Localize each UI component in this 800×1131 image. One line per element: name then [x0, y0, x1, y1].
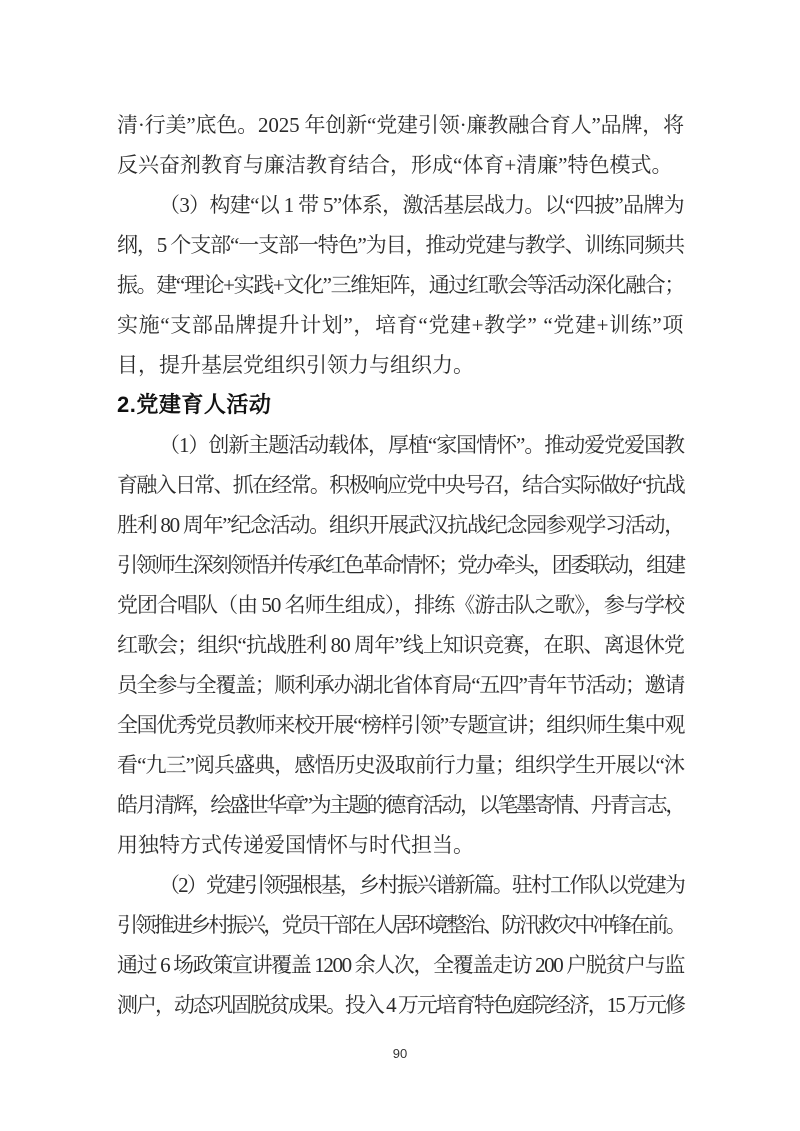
text-line: 红歌会；组织“抗战胜利 80 周年”线上知识竞赛，在职、离退休党 — [117, 633, 684, 657]
section-heading: 2.党建育人活动 — [117, 392, 272, 417]
text-line: 通过 6 场政策宣讲覆盖 1200 余人次，全覆盖走访 200 户脱贫户与监 — [117, 953, 684, 977]
text-line: 测户，动态巩固脱贫成果。投入 4 万元培育特色庭院经济，15 万元修 — [117, 993, 684, 1017]
text-line: 振。建“理论+实践+文化”三维矩阵，通过红歌会等活动深化融合； — [117, 273, 684, 297]
text-line: （2）党建引领强根基，乡村振兴谱新篇。驻村工作队以党建为 — [159, 873, 684, 897]
paragraph-item-3 — [117, 185, 684, 385]
text-line: 党团合唱队（由 50 名师生组成），排练《游击队之歌》，参与学校 — [117, 593, 684, 617]
text-line: 用独特方式传递爱国情怀与时代担当。 — [117, 833, 474, 857]
text-line: 目，提升基层党组织引领力与组织力。 — [117, 353, 474, 377]
text-line: 引领推进乡村振兴，党员干部在人居环境整治、防汛救灾中冲锋在前。 — [117, 913, 684, 937]
text-line: 员全参与全覆盖；顺利承办湖北省体育局“五四”青年节活动；邀请 — [117, 673, 684, 697]
paragraph-continuation — [117, 105, 684, 185]
text-line: （1）创新主题活动载体，厚植“家国情怀”。推动爱党爱国教 — [159, 433, 684, 457]
text-line: 清·行美”底色。2025 年创新“党建引领·廉教融合育人”品牌，将 — [117, 113, 684, 137]
paragraph-item-1 — [117, 425, 684, 865]
text-line: （3）构建“以 1 带 5”体系，激活基层战力。以“四披”品牌为 — [159, 193, 684, 217]
text-line: 全国优秀党员教师来校开展“榜样引领”专题宣讲；组织师生集中观 — [117, 713, 684, 737]
text-line: 反兴奋剂教育与廉洁教育结合，形成“体育+清廉”特色模式。 — [117, 153, 673, 177]
text-line: 纲，5 个支部“一支部一特色”为目，推动党建与教学、训练同频共 — [117, 233, 684, 257]
text-line: 实施“支部品牌提升计划”，培育“党建+教学” “党建+训练”项 — [117, 313, 684, 337]
paragraph-item-2 — [117, 865, 684, 1025]
text-line: 育融入日常、抓在经常。积极响应党中央号召，结合实际做好“抗战 — [117, 473, 684, 497]
text-line: 胜利 80 周年”纪念活动。组织开展武汉抗战纪念园参观学习活动， — [117, 513, 684, 537]
document-body — [117, 105, 684, 1025]
page-number: 90 — [392, 1046, 408, 1061]
text-line: 皓月清辉，绘盛世华章”为主题的德育活动，以笔墨寄情、丹青言志， — [117, 793, 684, 817]
text-line: 看“九三”阅兵盛典，感悟历史汲取前行力量；组织学生开展以“沐 — [117, 753, 684, 777]
text-line: 引领师生深刻领悟并传承红色革命情怀；党办牵头，团委联动，组建 — [117, 553, 684, 577]
